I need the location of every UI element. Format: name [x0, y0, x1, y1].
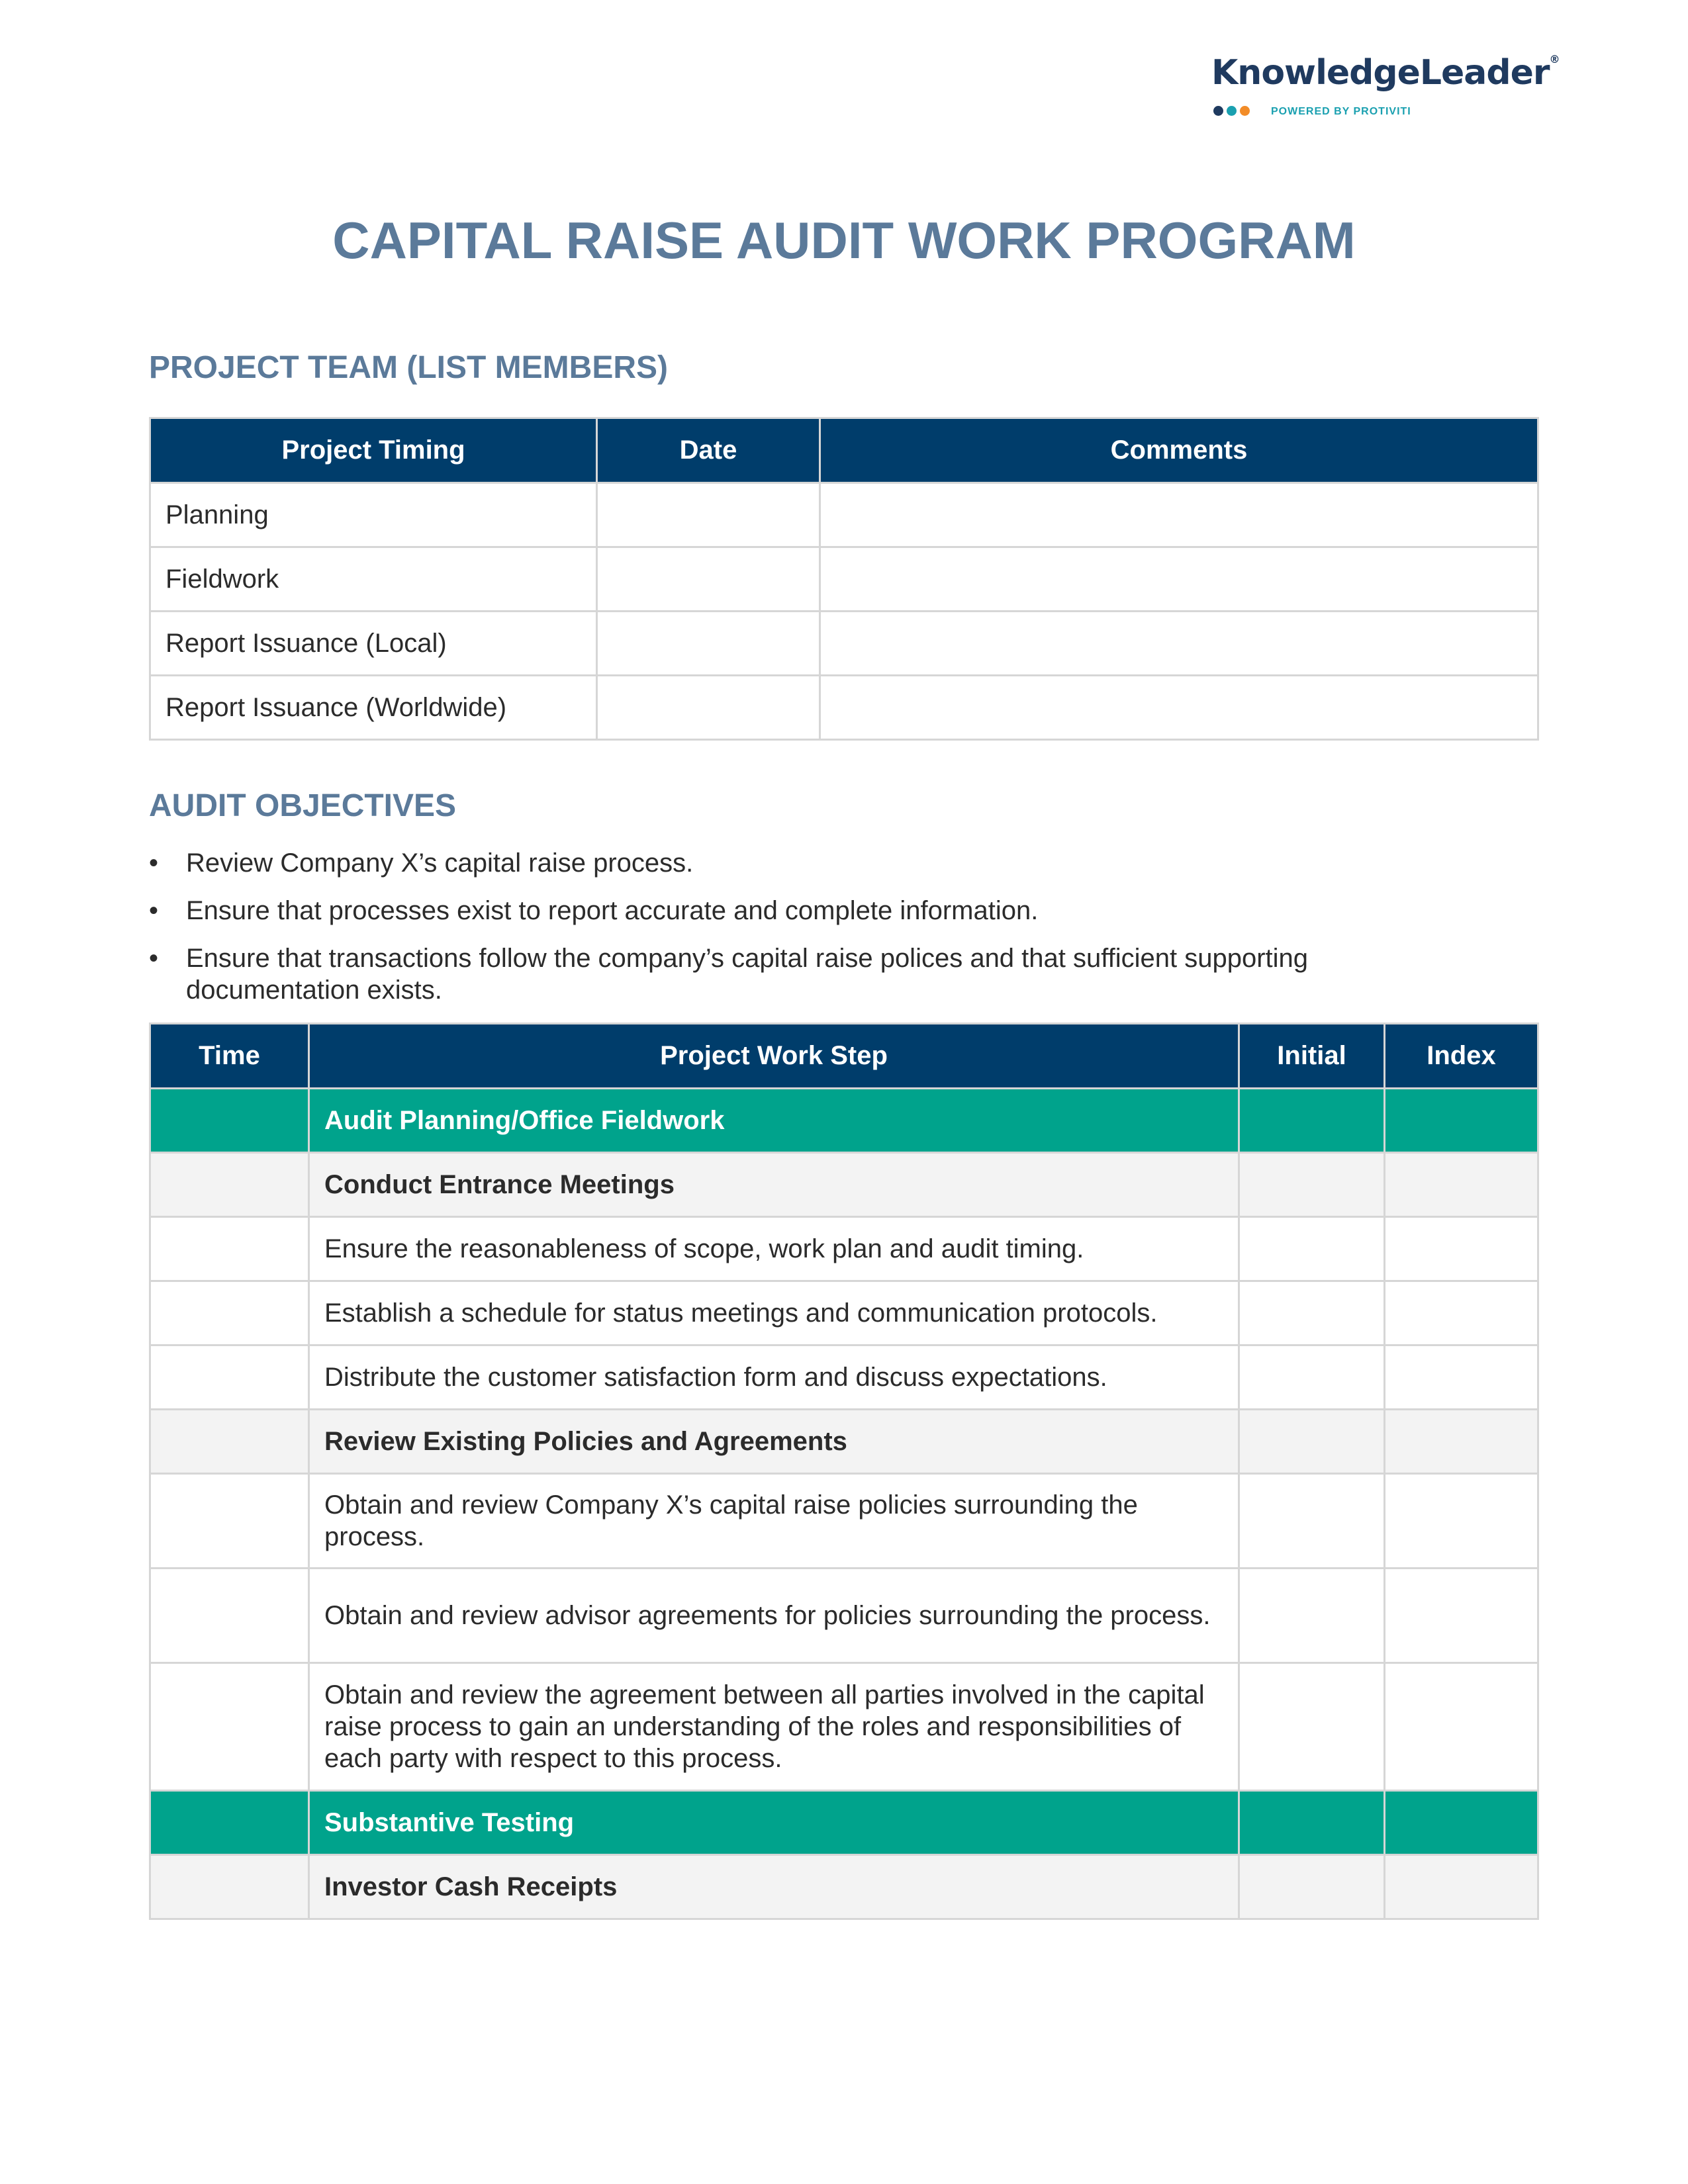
index-cell[interactable]: [1385, 1474, 1538, 1569]
work-step-cell: Obtain and review advisor agreements for policies surrounding the process.: [309, 1569, 1239, 1663]
header-project-work-step: Project Work Step: [309, 1024, 1239, 1089]
work-step-cell: Obtain and review the agreement between all parties involved in the capital raise process to gain an understanding of the roles and responsibilities of each party with respect to this process.: [309, 1663, 1239, 1791]
index-cell[interactable]: [1385, 1663, 1538, 1791]
work-step-cell: Establish a schedule for status meetings and communication protocols.: [309, 1281, 1239, 1345]
table-row: [150, 1281, 1538, 1345]
table-row: [150, 612, 1538, 676]
comments-cell[interactable]: [820, 676, 1538, 740]
initial-cell[interactable]: [1239, 1217, 1385, 1281]
work-step-cell: Audit Planning/Office Fieldwork: [309, 1089, 1239, 1153]
registered-mark: ®: [1549, 53, 1560, 66]
comments-cell[interactable]: [820, 483, 1538, 547]
bullet-icon: •: [149, 896, 159, 925]
work-program-table: [149, 1023, 1539, 1920]
index-cell[interactable]: [1385, 1153, 1538, 1217]
work-step-cell: Ensure the reasonableness of scope, work plan and audit timing.: [309, 1217, 1239, 1281]
list-item: • Ensure that transactions follow the company’s capital raise polices and that sufficient supporting documentation exists.: [149, 944, 1309, 1005]
time-cell[interactable]: [150, 1089, 309, 1153]
header-time: Time: [150, 1024, 309, 1089]
header-project-timing: Project Timing: [150, 418, 597, 483]
logo-wordmark: KnowledgeLeader®: [1211, 53, 1560, 93]
table-row: [150, 676, 1538, 740]
table-row: [150, 1663, 1538, 1791]
table-row: [150, 1569, 1538, 1663]
time-cell[interactable]: [150, 1345, 309, 1410]
time-cell[interactable]: [150, 1855, 309, 1919]
timing-cell: Report Issuance (Worldwide): [150, 676, 597, 740]
table-header-row: [150, 1024, 1538, 1089]
audit-objectives-heading: AUDIT OBJECTIVES: [149, 788, 457, 823]
header-initial: Initial: [1239, 1024, 1385, 1089]
index-cell[interactable]: [1385, 1410, 1538, 1474]
time-cell[interactable]: [150, 1217, 309, 1281]
audit-objectives-list: [149, 847, 1407, 1022]
initial-cell[interactable]: [1239, 1791, 1385, 1855]
subheading-row: [150, 1153, 1538, 1217]
index-cell[interactable]: [1385, 1281, 1538, 1345]
timing-cell: Report Issuance (Local): [150, 612, 597, 676]
project-team-heading: PROJECT TEAM (LIST MEMBERS): [149, 350, 669, 385]
timing-cell: Planning: [150, 483, 597, 547]
index-cell[interactable]: [1385, 1345, 1538, 1410]
initial-cell[interactable]: [1239, 1345, 1385, 1410]
time-cell[interactable]: [150, 1410, 309, 1474]
list-item: • Review Company X’s capital raise process.: [149, 848, 694, 878]
work-step-cell: Substantive Testing: [309, 1791, 1239, 1855]
initial-cell[interactable]: [1239, 1153, 1385, 1217]
initial-cell[interactable]: [1239, 1663, 1385, 1791]
work-step-cell: Distribute the customer satisfaction form and discuss expectations.: [309, 1345, 1239, 1410]
index-cell[interactable]: [1385, 1217, 1538, 1281]
subheading-row: [150, 1410, 1538, 1474]
timing-cell: Fieldwork: [150, 547, 597, 612]
index-cell[interactable]: [1385, 1089, 1538, 1153]
date-cell[interactable]: [597, 612, 820, 676]
table-row: [150, 1345, 1538, 1410]
table-row: [150, 547, 1538, 612]
category-row: [150, 1089, 1538, 1153]
initial-cell[interactable]: [1239, 1474, 1385, 1569]
date-cell[interactable]: [597, 676, 820, 740]
logo-dot-navy: [1213, 106, 1223, 116]
bullet-icon: •: [149, 944, 159, 973]
table-row: [150, 1474, 1538, 1569]
header-date: Date: [597, 418, 820, 483]
subheading-row: [150, 1855, 1538, 1919]
work-step-cell: Obtain and review Company X’s capital raise policies surrounding the process.: [309, 1474, 1239, 1569]
index-cell[interactable]: [1385, 1569, 1538, 1663]
header-comments: Comments: [820, 418, 1538, 483]
table-row: [150, 1217, 1538, 1281]
project-team-table: [149, 417, 1539, 741]
table-row: [150, 483, 1538, 547]
initial-cell[interactable]: [1239, 1410, 1385, 1474]
bullet-icon: •: [149, 848, 159, 878]
date-cell[interactable]: [597, 483, 820, 547]
comments-cell[interactable]: [820, 612, 1538, 676]
table-header-row: [150, 418, 1538, 483]
time-cell[interactable]: [150, 1663, 309, 1791]
time-cell[interactable]: [150, 1281, 309, 1345]
category-row: [150, 1791, 1538, 1855]
work-step-cell: Review Existing Policies and Agreements: [309, 1410, 1239, 1474]
time-cell[interactable]: [150, 1791, 309, 1855]
header-index: Index: [1385, 1024, 1538, 1089]
initial-cell[interactable]: [1239, 1855, 1385, 1919]
comments-cell[interactable]: [820, 547, 1538, 612]
initial-cell[interactable]: [1239, 1281, 1385, 1345]
list-item: • Ensure that processes exist to report accurate and complete information.: [149, 896, 1039, 925]
time-cell[interactable]: [150, 1153, 309, 1217]
work-step-cell: Conduct Entrance Meetings: [309, 1153, 1239, 1217]
knowledgeleader-logo: [1211, 53, 1560, 126]
logo-dot-orange: [1240, 106, 1250, 116]
logo-dots-icon: [1213, 106, 1253, 119]
document-title: CAPITAL RAISE AUDIT WORK PROGRAM: [332, 211, 1356, 269]
date-cell[interactable]: [597, 547, 820, 612]
index-cell[interactable]: [1385, 1791, 1538, 1855]
initial-cell[interactable]: [1239, 1569, 1385, 1663]
logo-dot-teal: [1227, 106, 1237, 116]
time-cell[interactable]: [150, 1474, 309, 1569]
index-cell[interactable]: [1385, 1855, 1538, 1919]
logo-tagline: POWERED BY PROTIVITI: [1271, 106, 1411, 117]
initial-cell[interactable]: [1239, 1089, 1385, 1153]
time-cell[interactable]: [150, 1569, 309, 1663]
work-step-cell: Investor Cash Receipts: [309, 1855, 1239, 1919]
